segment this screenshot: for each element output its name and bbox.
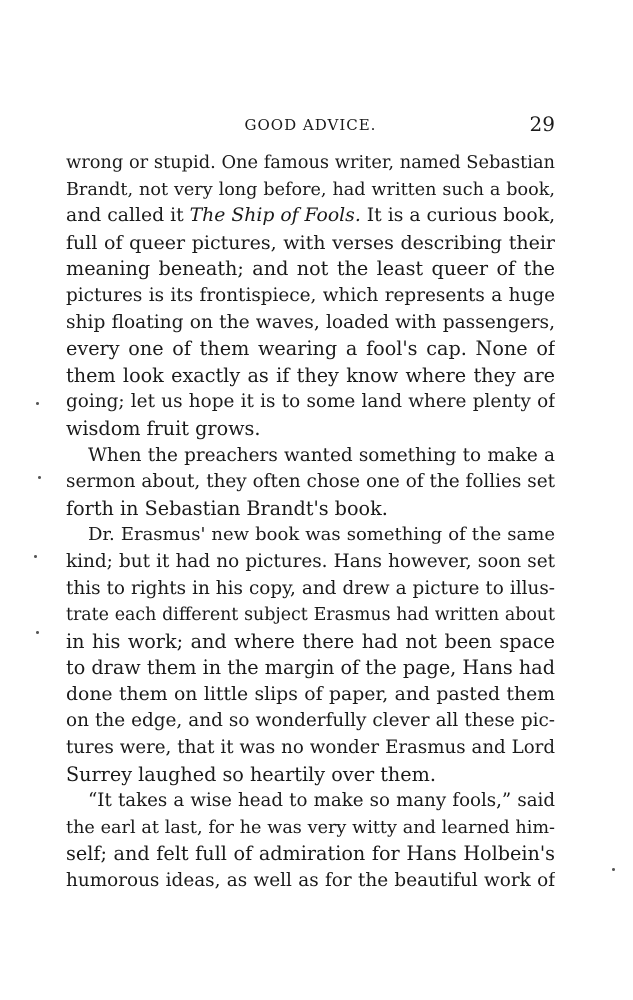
margin-speck [38, 476, 41, 479]
body-text [66, 150, 555, 895]
text-line: Dr. Erasmus' new book was something of the same [88, 524, 555, 546]
text-line: meaning beneath; and not the least queer of the [66, 257, 555, 281]
text-line: this to rights in his copy, and drew a picture to illus- [66, 577, 555, 599]
text-line: humorous ideas, as well as for the beautiful work of [66, 870, 555, 892]
text-line: every one of them wearing a fool's cap. None of [66, 337, 555, 361]
margin-speck [34, 555, 37, 558]
text-line: tures were, that it was no wonder Erasmus and Lord [66, 737, 555, 759]
text-line: ship floating on the waves, loaded with passengers, [66, 311, 555, 333]
page-number: 29 [529, 112, 555, 136]
margin-speck [612, 868, 615, 871]
text-line: on the edge, and so wonderfully clever all these pic- [66, 710, 555, 732]
text-line: Surrey laughed so heartily over them. [66, 762, 436, 786]
text-line: done them on little slips of paper, and pasted them [66, 683, 555, 705]
text-line: wrong or stupid. One famous writer, named Sebastian [66, 152, 555, 173]
text-line: Brandt, not very long before, had written such a book, [66, 179, 555, 200]
text-line: “It takes a wise head to make so many fools,” said [88, 790, 555, 812]
text-line: full of queer pictures, with verses describing their [66, 231, 555, 254]
text-line: them look exactly as if they know where they are [66, 363, 555, 387]
text-line: sermon about, they often chose one of the follies set [66, 471, 555, 493]
text-line: trate each different subject Erasmus had written about [66, 605, 555, 626]
text-line: When the preachers wanted something to make a [88, 444, 555, 466]
text-line: kind; but it had no pictures. Hans however, soon set [66, 550, 555, 572]
running-title: GOOD ADVICE. [244, 116, 377, 134]
text-segment: and called it [66, 205, 190, 227]
text-line [66, 203, 555, 230]
text-line: wisdom fruit grows. [66, 416, 261, 440]
text-line: to draw them in the margin of the page, Hans had [66, 656, 555, 680]
text-line: going; let us hope it is to some land where plenty of [66, 391, 555, 413]
text-line: pictures is its frontispiece, which represents a huge [66, 284, 555, 306]
margin-speck [36, 402, 39, 405]
page-header [66, 112, 555, 138]
book-title: The Ship of Fools. [189, 205, 361, 227]
text-line: forth in Sebastian Brandt's book. [66, 496, 388, 520]
text-line: self; and felt full of admiration for Hans Holbein's [66, 842, 555, 866]
text-line: in his work; and where there had not been space [66, 629, 555, 653]
text-segment: It is a curious book, [360, 205, 555, 227]
text-line: the earl at last, for he was very witty and learned him- [66, 817, 555, 838]
margin-speck [36, 631, 39, 634]
